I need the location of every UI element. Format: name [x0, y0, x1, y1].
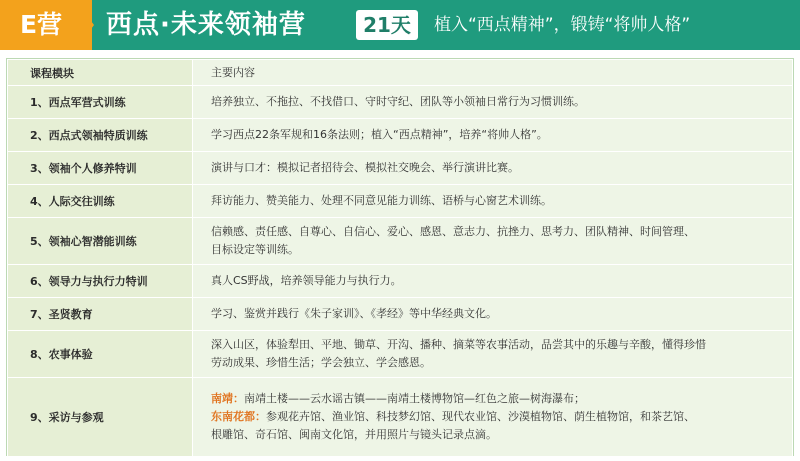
row-module: 5、领袖心智潜能训练	[8, 218, 193, 265]
header-banner	[0, 0, 800, 50]
header-module: 课程模块	[8, 60, 193, 86]
row-content-line: 演讲与口才：模拟记者招待会、模拟社交晚会、举行演讲比赛。	[211, 161, 519, 174]
row-content-line: 劳动成果、珍惜生活；学会独立、学会感恩。	[211, 356, 431, 369]
visit-dongnan-line	[211, 408, 782, 426]
table-row	[8, 218, 793, 265]
row-content-line: 拜访能力、赞美能力、处理不同意见能力训练、语桥与心窗艺术训练。	[211, 194, 552, 207]
table-row	[8, 298, 793, 331]
course-table-frame	[6, 58, 794, 456]
row-module: 6、领导力与执行力特训	[8, 265, 193, 298]
table-row	[8, 378, 793, 457]
row-module: 4、人际交往训练	[8, 185, 193, 218]
row-module: 8、农事体验	[8, 331, 193, 378]
visit-dongnan-line-2: 根雕馆、奇石馆、闽南文化馆，并用照片与镜头记录点滴。	[211, 428, 497, 441]
table-row	[8, 331, 793, 378]
row-module: 7、圣贤教育	[8, 298, 193, 331]
row-content	[193, 119, 793, 152]
course-table	[7, 59, 793, 457]
row-content	[193, 86, 793, 119]
header-content: 主要内容	[193, 60, 793, 86]
table-row	[8, 185, 793, 218]
visit-nanjing-line	[211, 390, 782, 408]
row-module: 3、领袖个人修养特训	[8, 152, 193, 185]
row-content-line: 学习、鉴赏并践行《朱子家训》、《孝经》等中华经典文化。	[211, 307, 497, 320]
row-content	[193, 152, 793, 185]
row-content	[193, 298, 793, 331]
row-content	[193, 218, 793, 265]
camp-badge-label: E营	[19, 10, 63, 39]
table-row	[8, 152, 793, 185]
row-module: 1、西点军营式训练	[8, 86, 193, 119]
table-header-row	[8, 60, 793, 86]
row-content-line: 培养独立、不拖拉、不找借口、守时守纪、团队等小领袖日常行为习惯训练。	[211, 95, 585, 108]
dongnan-label: 东南花都：	[211, 410, 266, 423]
days-badge: 21天	[356, 10, 418, 40]
row-content	[193, 378, 793, 457]
table-row	[8, 86, 793, 119]
row-module: 2、西点式领袖特质训练	[8, 119, 193, 152]
table-row	[8, 265, 793, 298]
row-content-line: 信赖感、责任感、自尊心、自信心、爱心、感恩、意志力、抗挫力、思考力、团队精神、时间管理、	[211, 225, 695, 238]
row-content-line: 学习西点22条军规和16条法则；植入“西点精神”，培养“将帅人格”。	[211, 128, 548, 141]
row-content-line: 真人CS野战，培养领导能力与执行力。	[211, 274, 402, 287]
row-content	[193, 265, 793, 298]
nanjing-label: 南靖：	[211, 392, 244, 405]
row-content	[193, 185, 793, 218]
camp-title: 西点·未来领袖营	[106, 10, 306, 40]
camp-slogan: 植入“西点精神”，锻铸“将帅人格”	[434, 15, 691, 35]
table-row	[8, 119, 793, 152]
row-module: 9、采访与参观	[8, 378, 193, 457]
dongnan-text: 参观花卉馆、渔业馆、科技梦幻馆、现代农业馆、沙漠植物馆、荫生植物馆，和茶艺馆、	[266, 410, 695, 423]
row-content	[193, 331, 793, 378]
row-content-line: 目标设定等训练。	[211, 243, 299, 256]
nanjing-text: 南靖土楼——云水谣古镇——南靖土楼博物馆—红色之旅—树海瀑布；	[244, 392, 585, 405]
row-content-line: 深入山区，体验犁田、平地、锄草、开沟、播种、摘菜等农事活动，品尝其中的乐趣与辛酸，懂得珍惜	[211, 338, 706, 351]
